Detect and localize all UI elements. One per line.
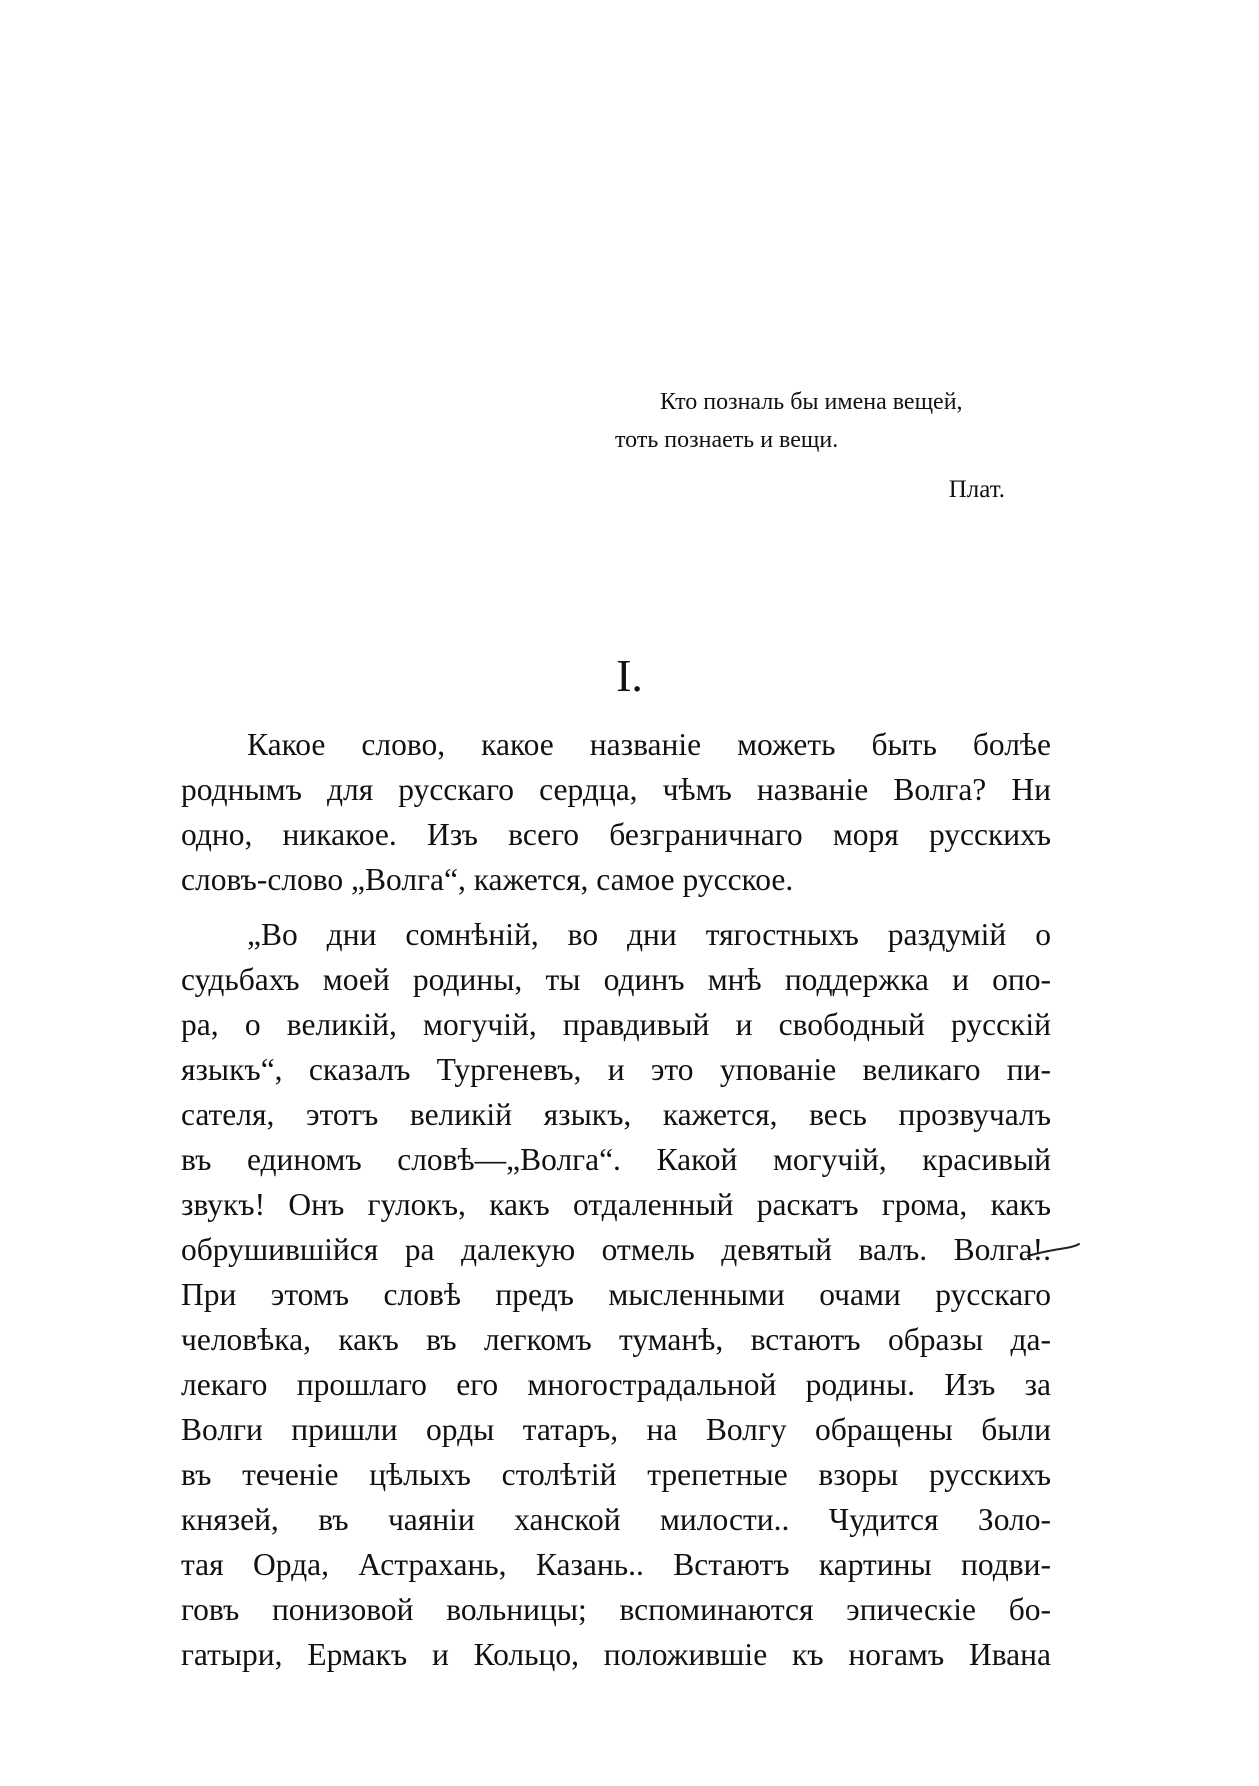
text-line: одно, никакое. Изъ всего безграничнаго моря русскихъ [181,817,1051,852]
text-line: Волги пришли орды татаръ, на Волгу обращены были [181,1412,1051,1447]
text-line: человѣка, какъ въ легкомъ туманѣ, встаютъ образы да- [181,1322,1051,1357]
text-line: роднымъ для русскаго сердца, чѣмъ названіе Волга? Ни [181,772,1051,807]
text-line: князей, въ чаяніи ханской милости.. Чудится Золо- [181,1502,1051,1537]
text-line: ра, о великій, могучій, правдивый и свободный русскій [181,1007,1051,1042]
text-line: лекаго прошлаго его многострадальной родины. Изъ за [181,1367,1051,1402]
paragraph [181,722,1051,902]
text-line: „Во дни сомнѣній, во дни тягостныхъ раздумій о [247,917,1051,952]
text-line: въ теченіе цѣлыхъ столѣтій трепетные взоры русскихъ [181,1457,1051,1492]
text-line: словъ-слово „Волга“, кажется, самое русское. [181,862,794,897]
text-line: судьбахъ моей родины, ты одинъ мнѣ поддержка и опо- [181,962,1051,997]
text-line: гатыри, Ермакъ и Кольцо, положившіе къ ногамъ Ивана [181,1637,1051,1672]
body-text [181,722,1051,1677]
pen-mark [1026,1238,1081,1260]
epigraph [590,383,1050,509]
text-line: Какое слово, какое названіе можеть быть болѣе [247,727,1051,762]
text-line: въ единомъ словѣ—„Волга“. Какой могучій, красивый [181,1142,1051,1177]
epigraph-line: тоть познаеть и вещи. [615,427,839,453]
text-line: тая Орда, Астрахань, Казань.. Встаютъ картины подви- [181,1547,1051,1582]
text-line: говъ понизовой вольницы; вспоминаются эпическіе бо- [181,1592,1051,1627]
text-line: При этомъ словѣ предъ мысленными очами русскаго [181,1277,1051,1312]
text-line: сателя, этотъ великій языкъ, кажется, весь прозвучалъ [181,1097,1051,1132]
epigraph-line: Кто позналь бы имена вещей, [660,389,963,415]
text-line: звукъ! Онъ гулокъ, какъ отдаленный раскатъ грома, какъ [181,1187,1051,1222]
paragraph [181,912,1051,1677]
chapter-number: I. [616,650,643,701]
text-line: языкъ“, сказалъ Тургеневъ, и это упованіе великаго пи- [181,1052,1051,1087]
text-line: обрушившійся ра далекую отмель девятый валъ. Волга!. [181,1232,1051,1267]
epigraph-source: Плат. [948,476,1005,503]
